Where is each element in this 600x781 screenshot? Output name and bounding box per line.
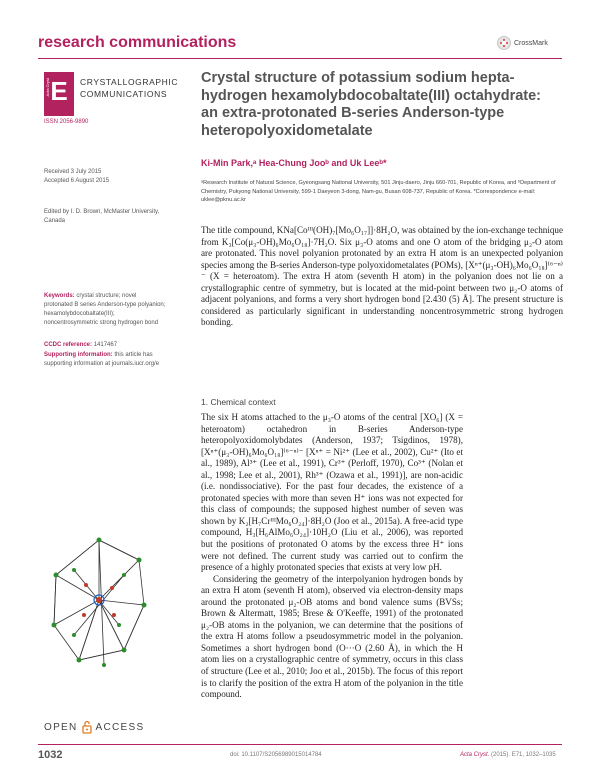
citation [460,752,556,758]
open-access-right: ACCESS [95,721,145,733]
accepted-date: Accepted 6 August 2015 [44,178,110,184]
page-number: 1032 [38,749,63,761]
footer-rule [38,744,562,745]
abstract: The title compound, KNa[Coᴵᴵᴵ(OH)₇[Mo₆O₁₇]]·8H₂O, was obtained by the ion-exchange technique from K₃[Co(μ₃-OH)₆Mo₆O₁₈]·7H₂O. Six μ₃-O atoms and one O atom of the bridging μ₂-O atom are protonated. This novel polyanion protonated by an extra H atom is an unexpected polyanion species among the B-series Anderson-type polyoxidometalates (POMs), [Xⁿ⁺(μ₃-OH)₆Mo₆O₁₈]⁽⁶⁻ⁿ⁾⁻ (X = heteroatom). The extra H atom (seventh H atom) in the polyanion does not lie on a crystallographic centre of symmetry, but is located at the mid-point between two μ₂-O atoms of adjacent polyanions, and forms a very short hydrogen bond [2.430 (5) Å]. The present structure is considered as particularly significant in understanding noncentrosymmetric strong hydrogen bonding. [201,225,563,327]
supporting-label: Supporting information: [44,352,113,358]
keywords-block [44,292,166,328]
crossmark-icon [497,36,511,50]
paragraph-2 [201,574,463,701]
crossmark-label: CrossMark [514,39,548,47]
polyanion-structure-figure [44,530,154,675]
paragraph-1: The six H atoms attached to the μ₃-O atoms of the central [XO₆] (X = heteroatom) octahedron in B-series Anderson-type heteropolyoxidomolybdates (Anderson, 1937; Tsigdinos, 1978), [Xⁿ⁺(μ₃-OH)₆Mo₆O₁₈]⁽⁶⁻ⁿ⁾⁻ [Xⁿ⁺ = Ni²⁺ (Lee et al., 2002), Cu²⁺ (Ito et al., 1989), Al³⁺ (Lee et al., 1991), Cr³⁺ (Perloff, 1970), Co³⁺ (Nolan et al., 1998; Lee et al., 2001), Rh³⁺ (Ozawa et al., 1991)], are non-acidic (i.e. nondissociative). For the past four decades, the existence of a protonated species with more than seven H⁺ ions was not expected for this class of compounds; the supposed highest number of seven was shown by K₂[H₇CrᴵᴵᴵMo₆O₂₄]·8H₂O (Joo et al., 2015a). A free-acid type compound, H₃[H₆AlMo₆O₂₄]·10H₂O (Liu et al., 2006), was reported but the positions of protonated O atoms by the excess three H⁺ ions were not defined. The current study was carried out to confirm the presence of a highly protonated species that exists at very low pH. [201,412,463,573]
open-access-badge[interactable] [44,720,144,734]
logo-letter: E [50,76,68,106]
doi-link[interactable]: doi: 10.1107/S2056989015014784 [230,752,322,758]
header-rule [38,58,562,59]
supporting-block [44,351,166,369]
ccdc-value[interactable]: 1417467 [93,342,118,348]
journal-abbrev: Acta Cryst. [460,752,490,758]
keywords-text: crystal structure; novel protonated B series Anderson-type polyanion; hexamolybdocobaltate(III); noncentrosymmetric strong hydrogen bond [44,293,166,326]
journal-name [80,76,178,101]
journal-logo[interactable] [44,72,74,116]
crossmark-badge[interactable] [497,36,548,50]
article-title: Crystal structure of potassium sodium hepta-hydrogen hexamolybdocobaltate(III) octahydrate: an extra-protonated B-series Anderson-type heteropolyoxidometalate [201,70,541,139]
issn: ISSN 2056-9890 [44,119,89,125]
edited-by: Edited by I. D. Brown, McMaster University, Canada [44,209,160,224]
article-authors: Ki-Min Park,ᵃ Hea-Chung Jooᵇ and Uk Leeᵇ* [201,158,387,168]
received-date: Received 3 July 2015 [44,169,102,175]
section-heading: 1. Chemical context [201,397,276,407]
logo-side-text: Acta Cryst [45,78,50,97]
open-lock-icon [82,720,92,734]
journal-name-line1: CRYSTALLOGRAPHIC [80,77,179,87]
running-head: research communications [38,34,237,51]
dates [44,168,164,186]
ccdc-block [44,341,166,350]
open-access-left: OPEN [44,721,78,733]
article-affiliations: ᵃResearch Institute of Natural Science, Gyeongsang National University, 501 Jinju-daero, Jinju 660-701, Republic of Korea, and ᵇDepartment of Chemistry, Pukyong National University, 599-1 Daeyeon 3-dong, Nam-gu, Busan 608-737, Republic of Korea. *Correspondence e-mail: uklee@pknu.ac.kr [201,180,556,204]
ccdc-label: CCDC reference: [44,342,93,348]
journal-name-line2: COMMUNICATIONS [80,89,168,100]
paragraph-2-text: Considering the geometry of the interpolyanion hydrogen bonds by an extra H atom (seventh H atom), observed via electron-density maps around the protonated μ₂-OB atoms and bond valence sums (BVSs; Brown & Altermatt, 1985; Brese & O'Keeffe, 1991) of the protonated μ₂-OB atoms in the polyanion, we can determine that the positions of the extra H atoms follow a pseudosymmetric model in the polyanion. Sometimes a short hydrogen bond (O···O (2.60 Å), in which the H atom lies on a crystallographic centre of symmetry, occurs in this class of structure (Lee et al., 2010; Joo et al., 2015b). The focus of this report is to clarify the position of the extra H atom of the polyanion in the title compound. [201,573,463,700]
supporting-text[interactable]: this article has supporting information at journals.iucr.org/e [44,352,160,367]
section-body [201,412,463,701]
keywords-label: Keywords: [44,293,75,299]
citation-rest: (2015). E71, 1032–1035 [491,752,556,758]
